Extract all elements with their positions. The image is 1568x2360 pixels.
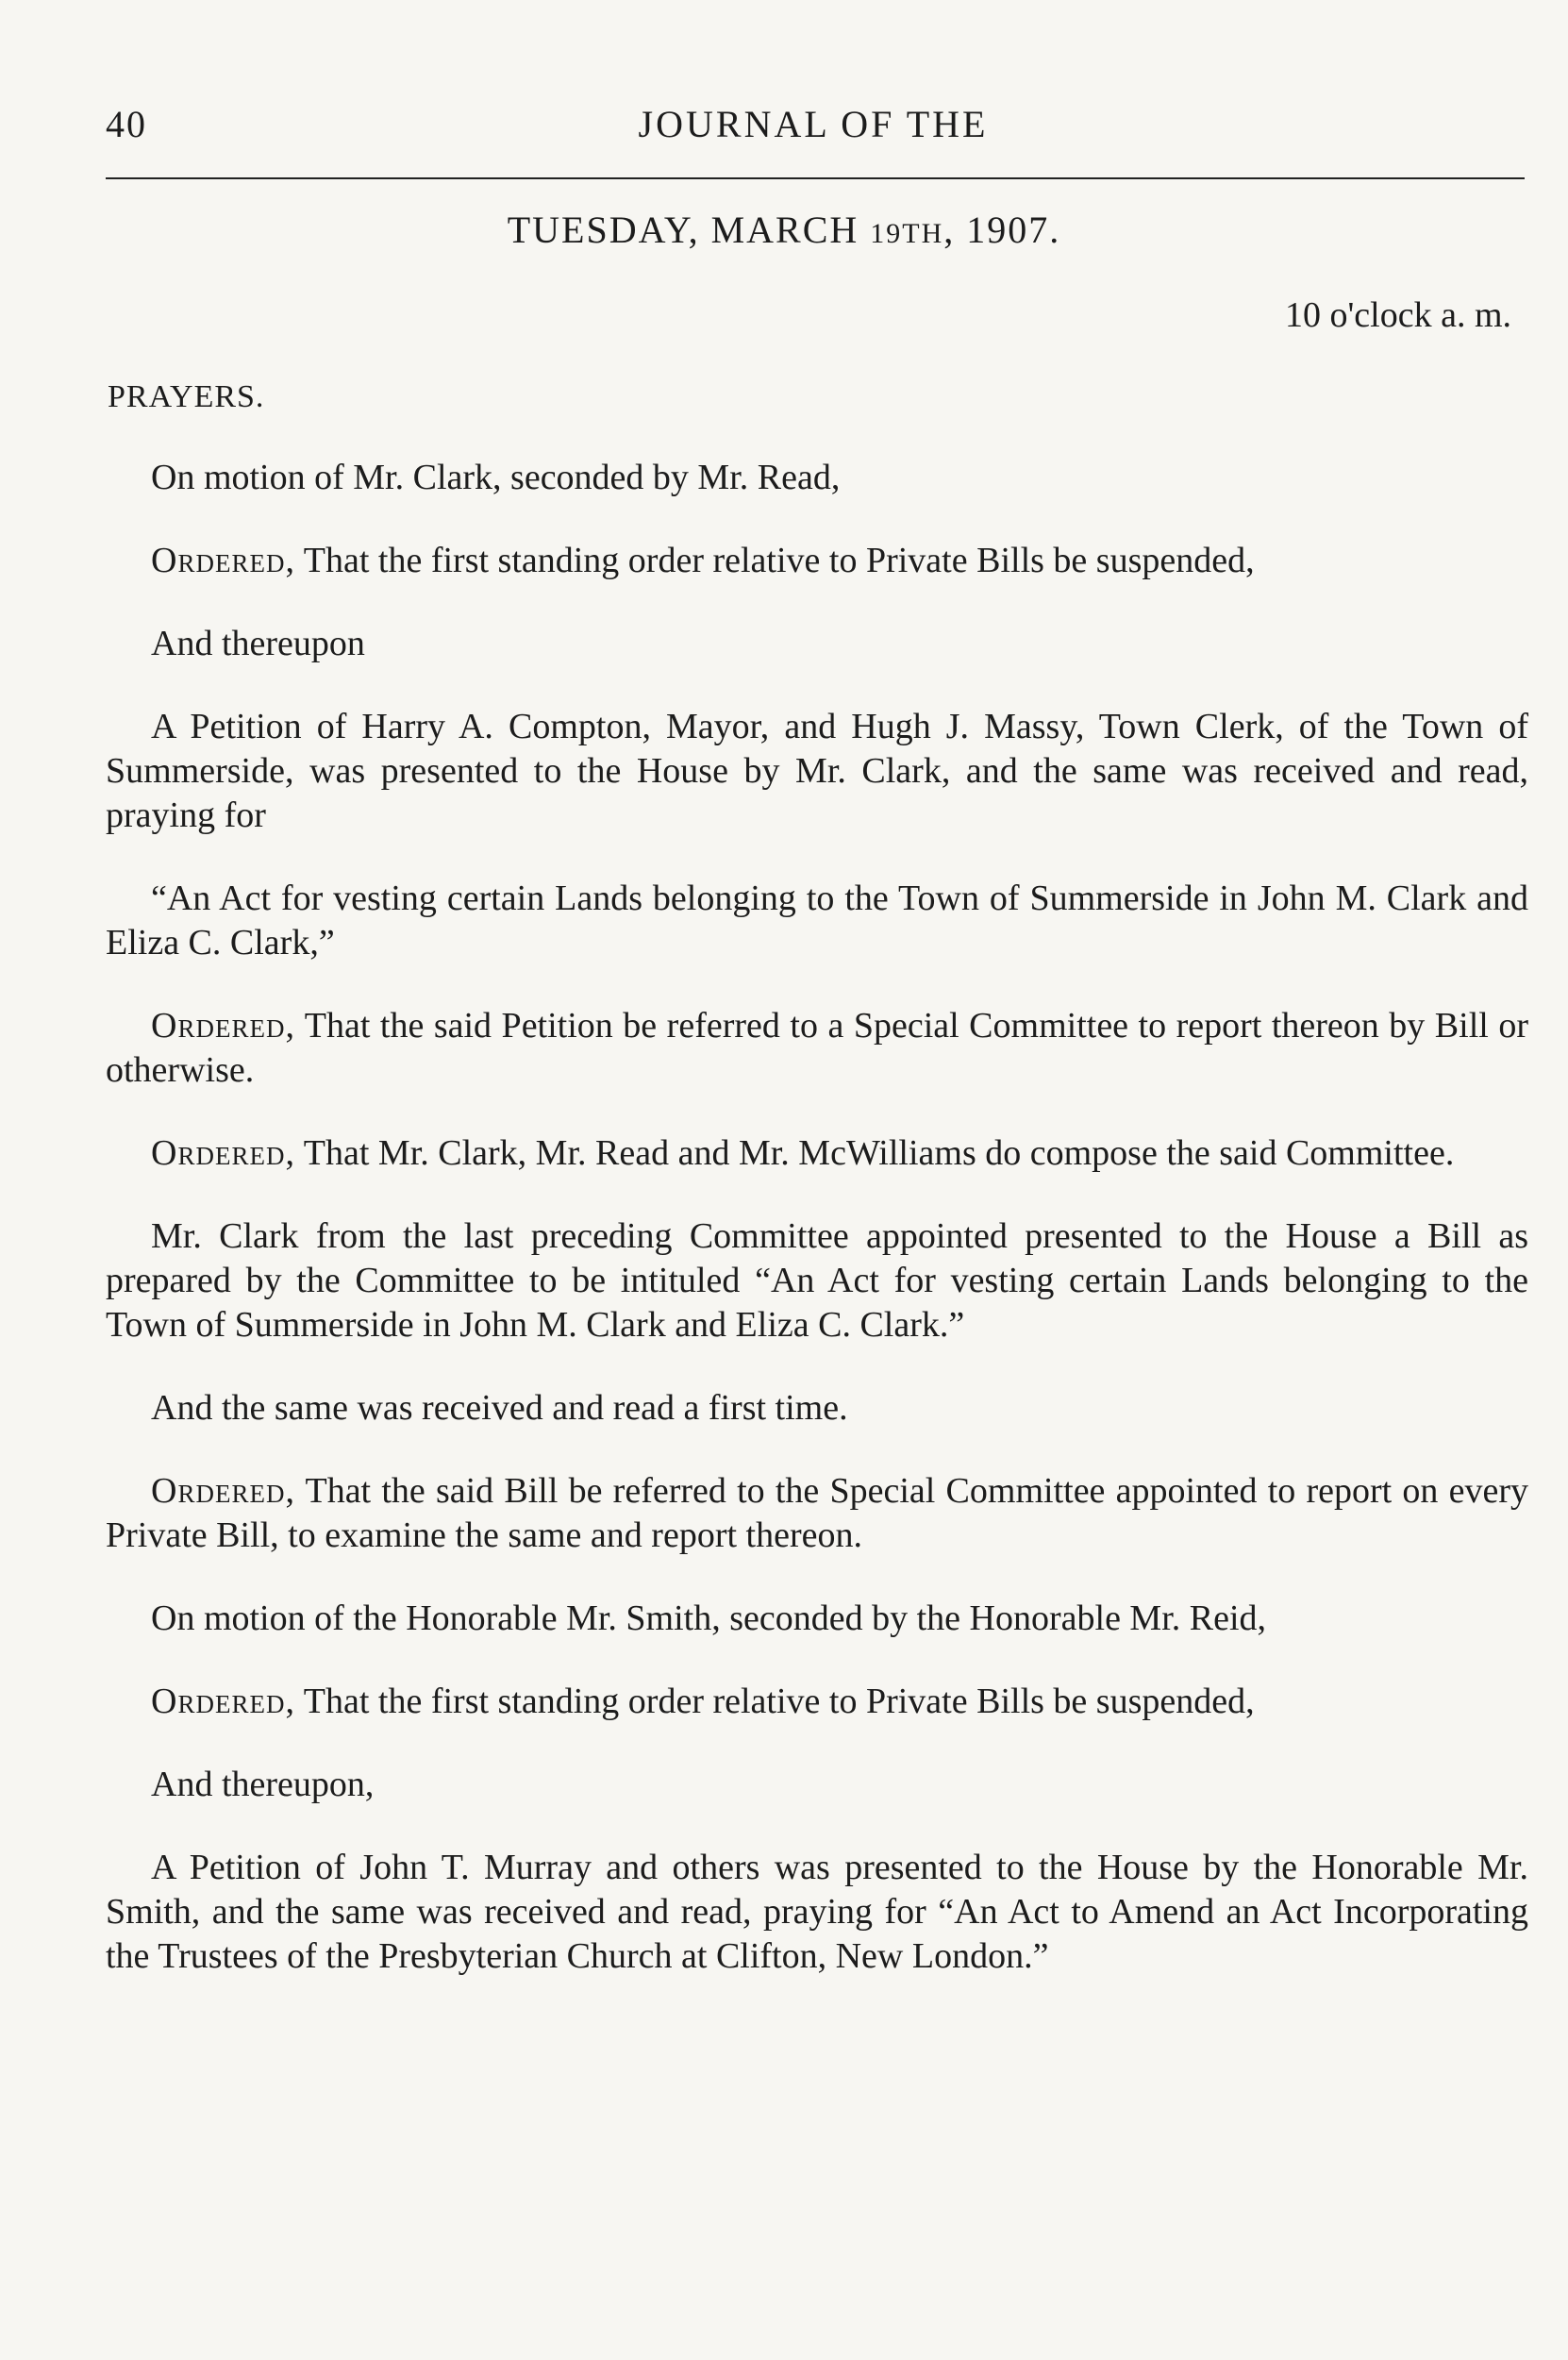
paragraph-8 <box>106 1214 1528 1347</box>
paragraph-13 <box>106 1763 1528 1807</box>
ordered-lead: Ordered, <box>151 1682 295 1721</box>
paragraph-text: That Mr. Clark, Mr. Read and Mr. McWilliams do compose the said Committee. <box>294 1133 1455 1173</box>
ordered-lead: Ordered, <box>151 541 295 580</box>
paragraph-6 <box>106 1004 1528 1093</box>
running-head <box>106 94 1521 151</box>
paragraph-text: On motion of the Honorable Mr. Smith, seconded by the Honorable Mr. Reid, <box>151 1598 1267 1638</box>
date-heading <box>0 208 1568 252</box>
paragraph-text: That the first standing order relative to Private Bills be suspended, <box>294 541 1255 580</box>
prayers-heading: PRAYERS. <box>108 379 265 414</box>
paragraph-text: Mr. Clark from the last preceding Committee appointed presented to the House a Bill as prepared by the Committee to be intituled “An Act for vesting certain Lands belonging to the Town of Summerside in John M. Clark and Eliza C. Clark.” <box>106 1216 1528 1345</box>
paragraph-11 <box>106 1597 1528 1641</box>
date-prefix: TUESDAY, MARCH <box>507 209 871 251</box>
journal-title: JOURNAL OF THE <box>638 103 989 145</box>
paragraph-text: That the said Bill be referred to the Special Committee appointed to report on every Private Bill, to examine the same and report thereon. <box>106 1471 1528 1555</box>
paragraph-1 <box>106 456 1528 500</box>
ordered-lead: Ordered, <box>151 1471 295 1511</box>
paragraph-text: On motion of Mr. Clark, seconded by Mr. Read, <box>151 458 841 497</box>
paragraph-text: That the said Petition be referred to a Special Committee to report thereon by Bill or otherwise. <box>106 1006 1528 1090</box>
paragraph-text: A Petition of John T. Murray and others was presented to the House by the Honorable Mr. Smith, and the same was received and read, praying for “An Act to Amend an Act Incorporating the Trustees of the Presbyterian Church at Clifton, New London.” <box>106 1848 1528 1976</box>
paragraph-text: And thereupon <box>151 624 365 663</box>
paragraph-9 <box>106 1386 1528 1431</box>
paragraph-5 <box>106 877 1528 965</box>
paragraph-text: And thereupon, <box>151 1765 375 1804</box>
paragraph-10 <box>106 1469 1528 1558</box>
header-rule <box>106 177 1525 179</box>
sitting-time: 10 o'clock a. m. <box>1284 295 1511 335</box>
paragraph-4 <box>106 705 1528 838</box>
paragraph-14 <box>106 1846 1528 1979</box>
journal-body <box>106 456 1528 2017</box>
paragraph-text: “An Act for vesting certain Lands belonging to the Town of Summerside in John M. Clark and Eliza C. Clark,” <box>106 879 1528 962</box>
paragraph-3 <box>106 622 1528 666</box>
paragraph-text: That the first standing order relative to Private Bills be suspended, <box>294 1682 1255 1721</box>
paragraph-2 <box>106 539 1528 583</box>
page-number: 40 <box>106 103 147 145</box>
ordered-lead: Ordered, <box>151 1133 295 1173</box>
paragraph-text: And the same was received and read a first time. <box>151 1388 848 1428</box>
paragraph-12 <box>106 1680 1528 1724</box>
ordered-lead: Ordered, <box>151 1006 295 1046</box>
paragraph-7 <box>106 1131 1528 1176</box>
date-suffix: , 1907. <box>943 209 1061 251</box>
date-day: 19TH <box>870 218 944 249</box>
paragraph-text: A Petition of Harry A. Compton, Mayor, and Hugh J. Massy, Town Clerk, of the Town of Summerside, was presented to the House by Mr. Clark, and the same was received and read, praying for <box>106 707 1528 835</box>
